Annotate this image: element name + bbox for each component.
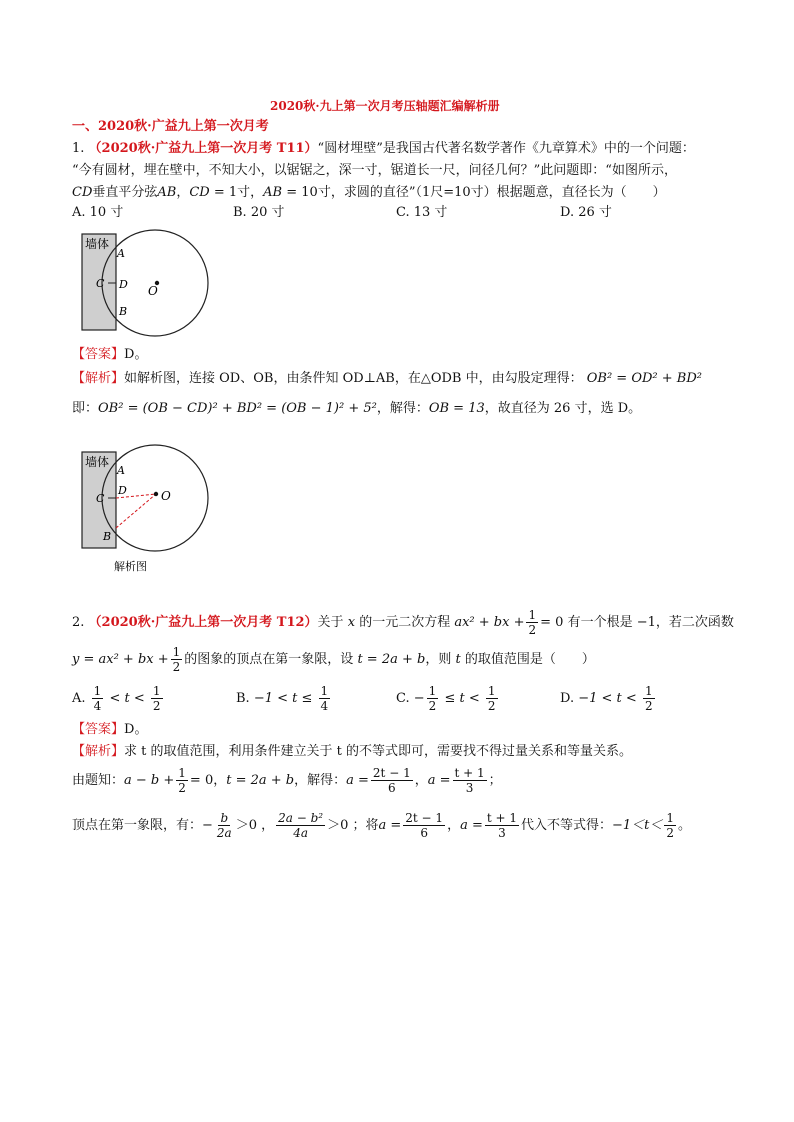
frac-num: 1: [428, 684, 437, 698]
section-heading: 一、2020秋·广益九上第一次月考: [72, 119, 269, 134]
analysis-text: ＞0 ；将: [327, 818, 379, 833]
analysis-label: 【解析】: [72, 744, 125, 759]
frac-num: 2t − 1: [405, 811, 444, 825]
frac-num: t + 1: [486, 811, 517, 825]
frac-den: 2: [666, 826, 675, 840]
final-inequality: −1＜t＜: [612, 818, 663, 833]
q1-answer: [72, 346, 147, 364]
frac-num: 1: [528, 608, 537, 622]
q2-source: （2020秋·广益九上第一次月考 T12）: [88, 615, 318, 630]
option-inequality: −1 < t ≤: [253, 691, 313, 706]
frac-num: 2a − b²: [278, 811, 324, 825]
option-label: B.: [236, 691, 250, 706]
q2-option-c: [396, 682, 500, 716]
q1-option-d: D. 26 寸: [560, 205, 612, 220]
q2-analysis-line3: [72, 809, 691, 843]
q2-text: ，若二次函数: [655, 615, 734, 630]
fraction: [486, 684, 498, 713]
q2-option-a: [72, 682, 165, 716]
q2-line2: [72, 643, 595, 677]
q1-line1: [72, 140, 695, 158]
q2-answer: [72, 721, 147, 739]
q1-analysis-line1: [72, 370, 702, 388]
fraction: [643, 684, 655, 713]
frac-num: 1: [320, 684, 329, 698]
q2-option-b: [236, 682, 332, 716]
fraction: [371, 766, 413, 795]
frac-num: 1: [172, 645, 181, 659]
label-b: B: [119, 305, 128, 318]
frac-num: 1: [487, 684, 496, 698]
q2-number: 2.: [72, 615, 85, 630]
q2-t-def: t = 2a + b: [357, 652, 426, 667]
fraction-half: [664, 811, 676, 840]
option-label: C.: [396, 691, 410, 706]
minus-sign: −: [202, 818, 213, 833]
frac-num: b: [220, 811, 229, 825]
q1-analysis-line2: [72, 400, 641, 418]
frac-den: 2: [487, 699, 496, 713]
label-o: O: [148, 284, 158, 298]
frac-den: 2: [172, 660, 181, 674]
frac-num: 1: [93, 684, 102, 698]
q1-text: = 1寸，: [209, 185, 264, 200]
q2-var-x: x: [347, 615, 356, 630]
frac-num: 1: [178, 766, 186, 780]
answer-value: D。: [124, 347, 148, 362]
label-c: C: [96, 492, 105, 505]
q1-analysis-figure: [70, 444, 220, 576]
q2-text: 关于: [317, 615, 344, 630]
figure-caption: 解析图: [114, 560, 147, 573]
q1-ab: AB: [157, 185, 177, 200]
q2-text: 的取值范围是（ ）: [464, 652, 595, 667]
fraction: [276, 811, 325, 840]
q1-option-b: B. 20 寸: [233, 205, 285, 220]
frac-num: 2t − 1: [372, 766, 411, 780]
q2-root: −1: [636, 615, 656, 630]
label-d: D: [119, 278, 128, 291]
frac-den: 2: [528, 623, 537, 637]
q2-text: 有一个根是: [567, 615, 633, 630]
frac-den: 4: [320, 699, 329, 713]
analysis-prefix: 即：: [72, 401, 99, 416]
analysis-eq: a =: [378, 818, 402, 833]
analysis-label: 【解析】: [72, 371, 125, 386]
frac-den: 2: [178, 781, 186, 795]
frac-den: 4a: [293, 826, 308, 840]
analysis-eq3: OB = 13: [428, 401, 485, 416]
q2-text: 的图象的顶点在第一象限，设: [184, 652, 354, 667]
fraction: [215, 811, 234, 840]
analysis-eq: t = 2a + b: [226, 773, 295, 788]
analysis-eq1: OB² = OD² + BD²: [586, 371, 702, 386]
fraction: [485, 811, 519, 840]
q2-option-d: [560, 682, 657, 716]
wall-label: 墙体: [85, 237, 110, 251]
analysis-sep: ，: [447, 818, 461, 833]
fraction-half: [171, 645, 183, 674]
q1-text: 垂直平分弦: [92, 185, 158, 200]
frac-num: t + 1: [454, 766, 485, 780]
option-inequality: < t <: [109, 691, 145, 706]
frac-den: 3: [498, 826, 506, 840]
analysis-end: ；: [488, 773, 502, 788]
analysis-eq-end: = 0: [189, 773, 214, 788]
answer-label: 【答案】: [72, 347, 125, 362]
frac-den: 3: [465, 781, 474, 795]
option-inequality: ≤ t <: [444, 691, 480, 706]
frac-den: 2: [152, 699, 161, 713]
analysis-sep: ，: [414, 773, 428, 788]
label-a: A: [117, 464, 125, 477]
fraction-half: [526, 608, 538, 637]
q1-number: 1.: [72, 141, 85, 156]
q1-option-a: A. 10 寸: [72, 205, 124, 220]
q2-function: y = ax² + bx +: [72, 652, 169, 667]
document-title: 2020秋·九上第一次月考压轴题汇编解析册: [270, 99, 500, 113]
q1-line1-text: “圆材埋壁”是我国古代著名数学著作《九章算术》中的一个问题：: [317, 141, 695, 156]
option-inequality: −1 < t <: [578, 691, 637, 706]
q2-equation: ax² + bx +: [454, 615, 525, 630]
frac-num: 1: [152, 684, 161, 698]
label-o: O: [161, 489, 171, 503]
label-c: C: [96, 277, 105, 290]
wall-label: 墙体: [85, 455, 110, 469]
analysis-end: 。: [678, 818, 692, 833]
analysis-prefix: 由题知：: [72, 773, 125, 788]
answer-value: D。: [124, 722, 148, 737]
frac-den: 4: [93, 699, 102, 713]
q1-text: ，: [176, 185, 190, 200]
frac-den: 2a: [216, 826, 232, 840]
q1-line3: [72, 184, 666, 202]
frac-num: 1: [644, 684, 653, 698]
analysis-eq2: OB² = (OB − CD)² + BD² = (OB − 1)² + 5²: [98, 401, 377, 416]
q1-cd: CD: [189, 185, 210, 200]
label-d: D: [118, 484, 127, 497]
analysis-prefix: 顶点在第一象限，有：: [72, 818, 203, 833]
frac-den: 6: [420, 826, 428, 840]
frac-num: 1: [666, 811, 675, 825]
q2-analysis-line1: [72, 743, 632, 761]
analysis-eq: a =: [460, 818, 483, 833]
center-dot: [154, 492, 158, 496]
q1-cd: CD: [72, 185, 93, 200]
analysis-text: 求 t 的取值范围，利用条件建立关于 t 的不等式即可，需要找不得过量关系和等量关系。: [124, 744, 632, 759]
analysis-text: ，解得：: [294, 773, 347, 788]
answer-label: 【答案】: [72, 722, 125, 737]
analysis-end: ，故直径为 26 寸，选 D。: [484, 401, 642, 416]
q1-line2: “今有圆材，埋在壁中，不知大小，以锯锯之，深一寸，锯道长一尺，问径几何？”此问题即：“如图所示，: [72, 163, 677, 178]
q2-eq-end: = 0: [540, 615, 564, 630]
q2-var-t: t: [455, 652, 461, 667]
q1-source: （2020秋·广益九上第一次月考 T11）: [88, 141, 318, 156]
fraction: [403, 811, 445, 840]
q2-text: ，则: [425, 652, 452, 667]
q2-line1: [72, 606, 734, 640]
q2-analysis-line2: [72, 764, 502, 798]
analysis-text: ＞0 ，: [235, 818, 275, 833]
option-sign: −: [413, 691, 425, 706]
analysis-mid: ，解得：: [376, 401, 429, 416]
fraction: [151, 684, 163, 713]
q1-figure: [70, 226, 220, 338]
analysis-eq: a − b +: [124, 773, 175, 788]
analysis-eq: a =: [427, 773, 451, 788]
fraction: [427, 684, 439, 713]
frac-den: 2: [428, 699, 437, 713]
frac-den: 6: [387, 781, 396, 795]
analysis-eq: a =: [346, 773, 369, 788]
analysis-text: 代入不等式得：: [521, 818, 613, 833]
analysis-sep: ，: [213, 773, 227, 788]
q1-ab: AB: [263, 185, 283, 200]
q1-option-c: C. 13 寸: [396, 205, 448, 220]
analysis-text: 如解析图，连接 OD、OB，由条件知 OD⊥AB，在△ODB 中，由勾股定理得：: [124, 371, 583, 386]
label-b: B: [103, 530, 112, 543]
fraction: [319, 684, 331, 713]
option-label: A.: [72, 691, 86, 706]
q1-text: = 10寸，求圆的直径”（1尺=10寸）根据题意，直径长为（ ）: [282, 185, 666, 200]
fraction: [92, 684, 104, 713]
option-label: D.: [560, 691, 575, 706]
fraction-half: [176, 766, 188, 795]
frac-den: 2: [644, 699, 653, 713]
label-a: A: [117, 247, 125, 260]
q2-text: 的一元二次方程: [359, 615, 451, 630]
fraction: [453, 766, 487, 795]
ob-dashed-line: [116, 494, 156, 528]
